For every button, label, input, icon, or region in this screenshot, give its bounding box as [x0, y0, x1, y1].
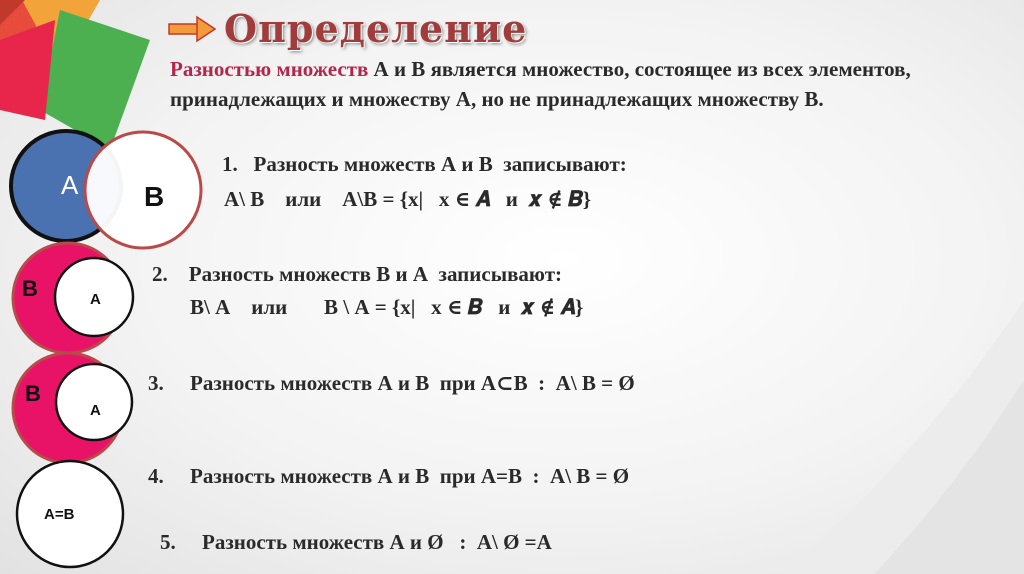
equal-sets-label: A=B: [44, 506, 75, 523]
set-b-label: B: [25, 381, 41, 406]
venn-diagram-1: [4, 128, 206, 252]
item-3-heading: 3. Разность множеств А и В при А⊂В : А\ В = Ø: [148, 371, 635, 395]
venn-diagram-3: [8, 350, 142, 468]
item-1-heading: 1. Разность множеств А и В записывают:: [222, 152, 627, 176]
set-b-label: B: [144, 181, 165, 212]
page-title: Определение: [224, 6, 528, 51]
venn-diagram-2: [8, 240, 142, 358]
title-row: [168, 6, 527, 51]
item-1-formula: А\ В или А\В = {x| x ∈ 𝑨 и 𝒙 ∉ 𝑩}: [224, 187, 591, 211]
venn-diagram-4: [10, 458, 132, 574]
item-2-heading: 2. Разность множеств В и А записывают:: [152, 262, 563, 286]
item-2-formula: В\ А или В \ А = {x| x ∈ 𝑩 и 𝒙 ∉ 𝑨}: [190, 295, 584, 319]
set-a-label: A: [90, 291, 101, 308]
item-5-heading: 5. Разность множеств А и Ø : А\ Ø =А: [160, 530, 552, 554]
item-4-heading: 4. Разность множеств А и В при А=В : А\ В = Ø: [148, 464, 630, 488]
definition-text: [170, 54, 970, 114]
definition-body: А и В является множество, состоящее из всех элементов, принадлежащих и множеству А, но не принадлежащих множеству В.: [170, 57, 911, 111]
definition-term: Разностью множеств: [170, 57, 369, 81]
set-a-label: A: [61, 170, 79, 200]
set-a-label: A: [90, 402, 101, 419]
arrow-right-icon: [168, 14, 216, 44]
set-b-label: B: [22, 276, 38, 301]
